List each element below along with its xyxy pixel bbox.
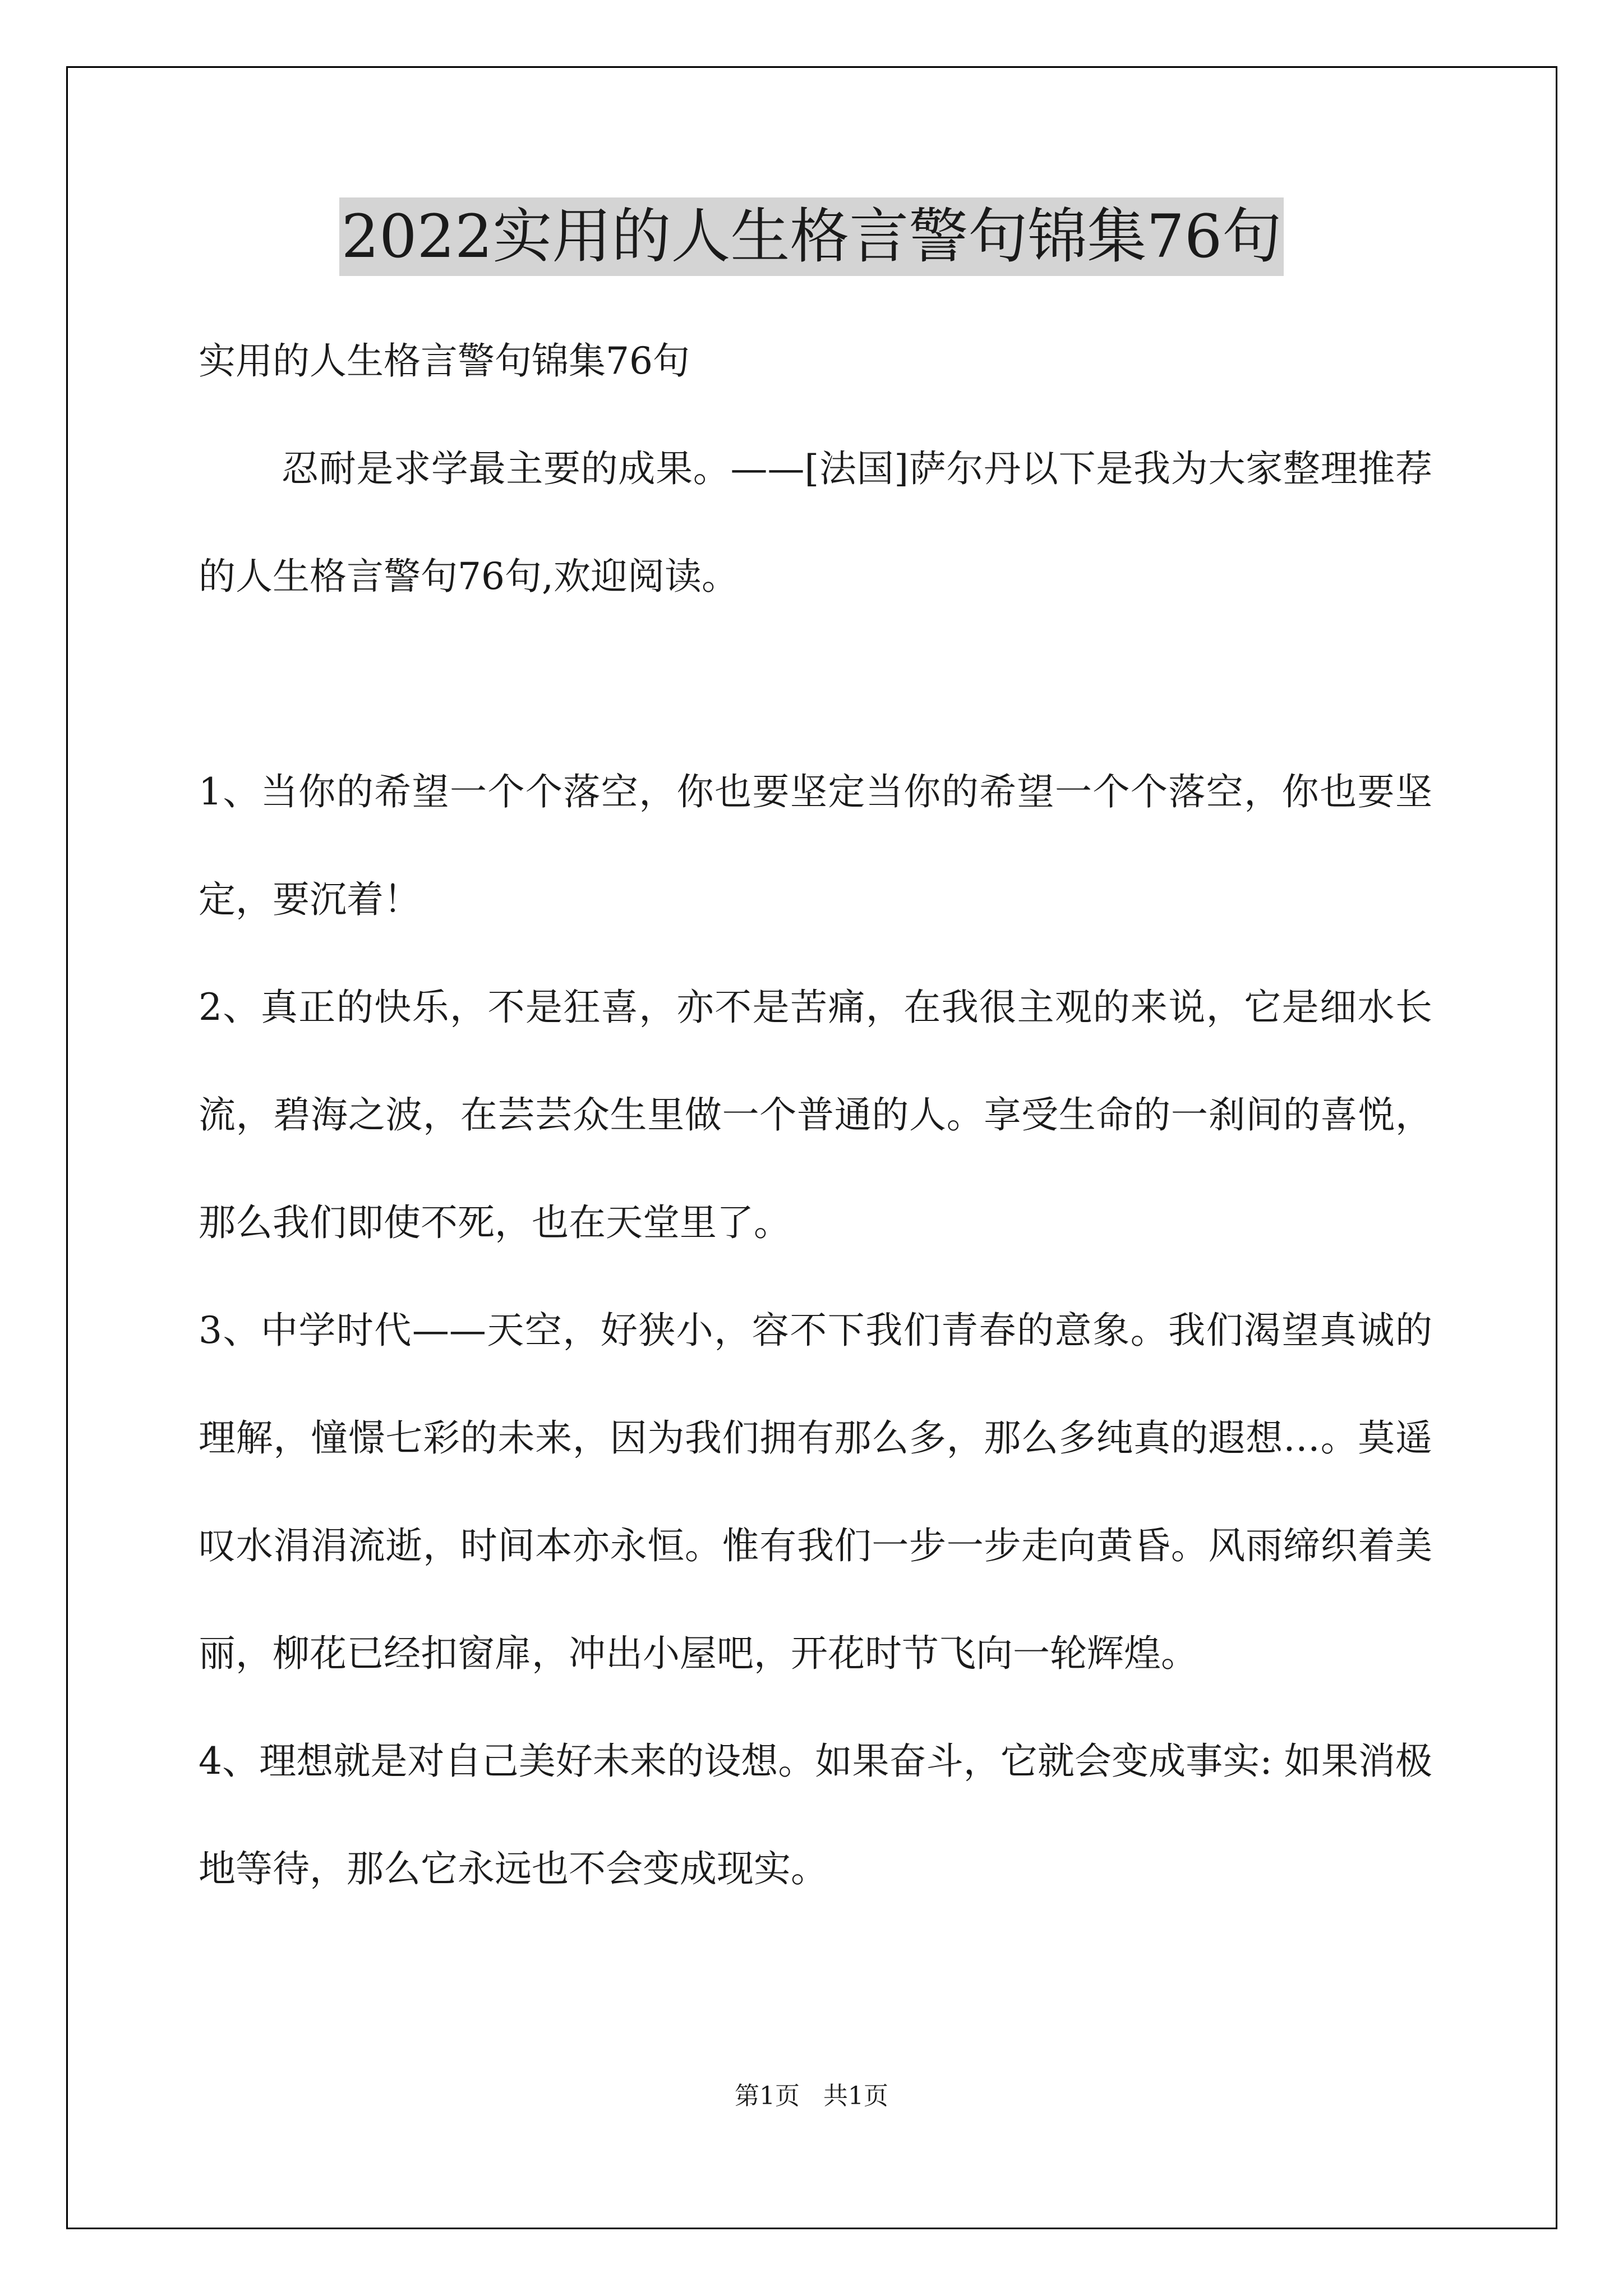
intro-paragraph: 忍耐是求学最主要的成果。——[法国]萨尔丹以下是我为大家整理推荐的人生格言警句76句,欢迎阅读。 [199,447,1432,598]
document-title: 2022实用的人生格言警句锦集76句 [339,197,1284,276]
document-body [199,307,1432,1923]
paragraph-spacer [199,631,1432,738]
title-container [0,197,1623,276]
quote-item-2: 2、真正的快乐，不是狂喜，亦不是苦痛，在我很主观的来说，它是细水长流，碧海之波，在芸芸众生里做一个普通的人。享受生命的一刹间的喜悦，那么我们即使不死，也在天堂里了。 [199,986,1432,1244]
quote-item-1: 1、当你的希望一个个落空，你也要坚定当你的希望一个个落空，你也要坚定，要沉着！ [199,770,1432,921]
quote-item-3: 3、中学时代——天空，好狭小，容不下我们青春的意象。我们渴望真诚的理解，憧憬七彩的未来，因为我们拥有那么多，那么多纯真的遐想…。莫遥叹水涓涓流逝，时间本亦永恒。惟有我们一步一步走向黄昏。风雨缔织着美丽，柳花已经扣窗扉，冲出小屋吧，开花时节飞向一轮辉煌。 [199,1309,1432,1675]
page-footer: 第1页 共1页 [735,2082,888,2110]
quote-item-4: 4、理想就是对自己美好未来的设想。如果奋斗，它就会变成事实: 如果消极地等待，那么它永远也不会变成现实。 [199,1740,1432,1890]
document-subtitle: 实用的人生格言警句锦集76句 [199,339,690,383]
